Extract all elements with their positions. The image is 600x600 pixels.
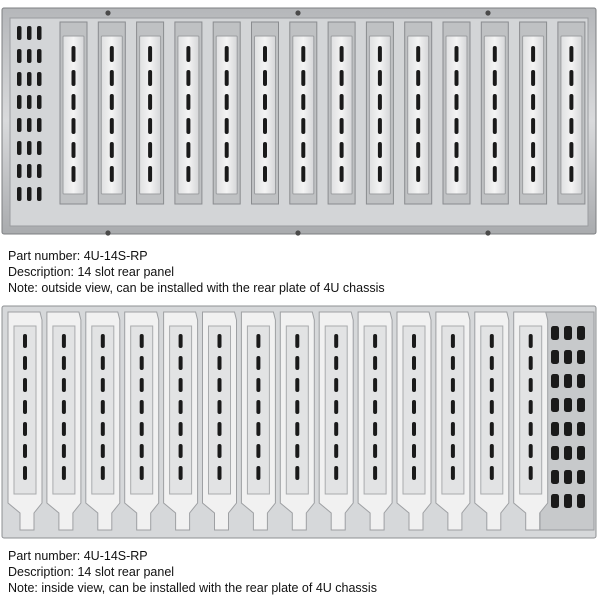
slot-vent-hole <box>531 166 535 182</box>
rear-panel-outside-illustration <box>0 0 600 240</box>
slot-vent-hole <box>493 166 497 182</box>
slot-vent-hole <box>531 94 535 110</box>
slot-vent-hole <box>412 466 416 480</box>
slot-vent-hole <box>416 94 420 110</box>
slot-vent-hole <box>412 356 416 370</box>
vent-hole <box>577 398 585 412</box>
slot-vent-hole <box>101 334 105 348</box>
slot-vent-hole <box>493 94 497 110</box>
slot-vent-hole <box>451 444 455 458</box>
slot-vent-hole <box>301 46 305 62</box>
slot-vent-hole <box>148 46 152 62</box>
vent-hole <box>577 422 585 436</box>
slot-vent-hole <box>529 334 533 348</box>
slot-vent-hole <box>301 70 305 86</box>
slot-vent-hole <box>378 142 382 158</box>
slot-vent-hole <box>72 46 76 62</box>
slot-vent-hole <box>148 118 152 134</box>
vent-hole <box>27 26 32 40</box>
slot-vent-hole <box>256 356 260 370</box>
outside-view-panel-photo <box>0 0 600 240</box>
slot-vent-hole <box>263 46 267 62</box>
slot-vent-hole <box>256 334 260 348</box>
slot-vent-hole <box>186 142 190 158</box>
slot-vent-hole <box>301 142 305 158</box>
slot-vent-hole <box>218 466 222 480</box>
slot-vent-hole <box>340 166 344 182</box>
slot-vent-hole <box>412 444 416 458</box>
slot-vent-hole <box>416 166 420 182</box>
slot-vent-hole <box>378 118 382 134</box>
slot-vent-hole <box>23 444 27 458</box>
slot-vent-hole <box>529 466 533 480</box>
slot-vent-hole <box>148 94 152 110</box>
slot-vent-hole <box>110 166 114 182</box>
slot-vent-hole <box>569 70 573 86</box>
slot-vent-hole <box>263 118 267 134</box>
slot-vent-hole <box>110 70 114 86</box>
slot-vent-hole <box>451 466 455 480</box>
slot-vent-hole <box>256 444 260 458</box>
slot-vent-hole <box>412 400 416 414</box>
slot-vent-hole <box>490 466 494 480</box>
slot-vent-hole <box>140 400 144 414</box>
slot-vent-hole <box>334 400 338 414</box>
slot-vent-hole <box>186 46 190 62</box>
slot-vent-hole <box>179 422 183 436</box>
slot-vent-hole <box>490 334 494 348</box>
rear-panel-inside-illustration <box>0 298 600 548</box>
slot-vent-hole <box>416 142 420 158</box>
vent-hole <box>37 95 42 109</box>
outside-view-caption <box>8 248 385 296</box>
vent-hole <box>551 398 559 412</box>
slot-vent-hole <box>455 166 459 182</box>
vent-hole <box>551 350 559 364</box>
slot-vent-hole <box>148 166 152 182</box>
vent-hole <box>17 118 22 132</box>
slot-vent-hole <box>531 118 535 134</box>
vent-hole <box>577 494 585 508</box>
vent-hole <box>37 26 42 40</box>
slot-vent-hole <box>531 46 535 62</box>
slot-vent-hole <box>263 142 267 158</box>
slot-vent-hole <box>531 70 535 86</box>
slot-vent-hole <box>340 142 344 158</box>
slot-vent-hole <box>72 94 76 110</box>
slot-vent-hole <box>301 118 305 134</box>
slot-vent-hole <box>72 166 76 182</box>
slot-vent-hole <box>416 70 420 86</box>
slot-vent-hole <box>529 378 533 392</box>
slot-vent-hole <box>334 334 338 348</box>
slot-vent-hole <box>529 422 533 436</box>
vent-hole <box>551 374 559 388</box>
slot-vent-hole <box>295 400 299 414</box>
slot-vent-hole <box>490 422 494 436</box>
slot-vent-hole <box>493 46 497 62</box>
slot-vent-hole <box>101 400 105 414</box>
description-text: Description: 14 slot rear panel <box>8 565 175 579</box>
slot-vent-hole <box>23 334 27 348</box>
slot-vent-hole <box>378 70 382 86</box>
slot-vent-hole <box>148 70 152 86</box>
screw <box>485 230 490 235</box>
slot-vent-hole <box>62 378 66 392</box>
slot-vent-hole <box>569 118 573 134</box>
vent-hole <box>27 187 32 201</box>
screw <box>485 10 490 15</box>
slot-vent-hole <box>72 70 76 86</box>
slot-vent-hole <box>218 400 222 414</box>
slot-vent-hole <box>110 142 114 158</box>
slot-vent-hole <box>179 378 183 392</box>
vent-hole <box>551 422 559 436</box>
slot-vent-hole <box>378 46 382 62</box>
slot-vent-hole <box>416 46 420 62</box>
slot-vent-hole <box>218 334 222 348</box>
vent-hole <box>37 164 42 178</box>
slot-vent-hole <box>256 378 260 392</box>
slot-vent-hole <box>455 46 459 62</box>
slot-vent-hole <box>569 94 573 110</box>
vent-hole <box>551 446 559 460</box>
slot-vent-hole <box>569 46 573 62</box>
slot-vent-hole <box>529 356 533 370</box>
vent-hole <box>17 95 22 109</box>
slot-vent-hole <box>451 422 455 436</box>
inside-view-panel-photo <box>0 298 600 548</box>
slot-vent-hole <box>140 334 144 348</box>
slot-vent-hole <box>451 400 455 414</box>
slot-vent-hole <box>62 444 66 458</box>
vent-hole <box>17 187 22 201</box>
slot-vent-hole <box>455 94 459 110</box>
slot-vent-hole <box>334 422 338 436</box>
slot-vent-hole <box>186 70 190 86</box>
slot-vent-hole <box>218 378 222 392</box>
vent-hole <box>577 470 585 484</box>
note-text: Note: inside view, can be installed with the rear plate of 4U chassis <box>8 581 377 595</box>
slot-vent-hole <box>334 466 338 480</box>
slot-vent-hole <box>225 118 229 134</box>
vent-hole <box>551 326 559 340</box>
vent-hole <box>551 470 559 484</box>
slot-vent-hole <box>218 422 222 436</box>
slot-vent-hole <box>23 356 27 370</box>
slot-vent-hole <box>340 46 344 62</box>
slot-vent-hole <box>101 466 105 480</box>
slot-vent-hole <box>62 400 66 414</box>
slot-vent-hole <box>451 334 455 348</box>
slot-vent-hole <box>101 378 105 392</box>
slot-vent-hole <box>225 94 229 110</box>
slot-vent-hole <box>101 444 105 458</box>
slot-vent-hole <box>373 356 377 370</box>
slot-vent-hole <box>110 118 114 134</box>
slot-vent-hole <box>140 444 144 458</box>
vent-hole <box>577 374 585 388</box>
slot-vent-hole <box>218 444 222 458</box>
vent-hole <box>564 350 572 364</box>
vent-hole <box>17 26 22 40</box>
slot-vent-hole <box>263 70 267 86</box>
slot-vent-hole <box>295 334 299 348</box>
slot-vent-hole <box>301 94 305 110</box>
slot-vent-hole <box>451 378 455 392</box>
slot-vent-hole <box>569 142 573 158</box>
slot-vent-hole <box>340 70 344 86</box>
slot-vent-hole <box>23 422 27 436</box>
screw <box>295 230 300 235</box>
slot-vent-hole <box>378 94 382 110</box>
vent-hole <box>17 49 22 63</box>
vent-hole <box>27 118 32 132</box>
vent-hole <box>564 446 572 460</box>
vent-hole <box>564 374 572 388</box>
slot-vent-hole <box>186 166 190 182</box>
slot-vent-hole <box>529 400 533 414</box>
slot-vent-hole <box>179 356 183 370</box>
slot-vent-hole <box>23 466 27 480</box>
slot-vent-hole <box>490 400 494 414</box>
vent-hole <box>17 141 22 155</box>
slot-vent-hole <box>225 46 229 62</box>
slot-vent-hole <box>263 166 267 182</box>
slot-vent-hole <box>490 378 494 392</box>
slot-vent-hole <box>62 334 66 348</box>
description-text: Description: 14 slot rear panel <box>8 265 175 279</box>
slot-vent-hole <box>373 378 377 392</box>
vent-hole <box>551 494 559 508</box>
slot-vent-hole <box>179 466 183 480</box>
slot-vent-hole <box>140 378 144 392</box>
slot-vent-hole <box>218 356 222 370</box>
slot-vent-hole <box>140 356 144 370</box>
slot-vent-hole <box>23 378 27 392</box>
part-number-text: Part number: 4U-14S-RP <box>8 249 148 263</box>
slot-vent-hole <box>62 356 66 370</box>
vent-hole <box>27 95 32 109</box>
slot-vent-hole <box>72 118 76 134</box>
slot-vent-hole <box>373 466 377 480</box>
slot-vent-hole <box>186 118 190 134</box>
slot-vent-hole <box>412 422 416 436</box>
slot-vent-hole <box>101 422 105 436</box>
slot-vent-hole <box>569 166 573 182</box>
slot-vent-hole <box>256 422 260 436</box>
slot-vent-hole <box>256 466 260 480</box>
vent-hole <box>27 141 32 155</box>
slot-vent-hole <box>179 400 183 414</box>
vent-hole <box>564 494 572 508</box>
vent-hole <box>564 326 572 340</box>
slot-vent-hole <box>179 334 183 348</box>
slot-vent-hole <box>263 94 267 110</box>
slot-vent-hole <box>225 70 229 86</box>
slot-vent-hole <box>340 118 344 134</box>
slot-vent-hole <box>62 466 66 480</box>
vent-hole <box>17 164 22 178</box>
vent-hole <box>37 118 42 132</box>
slot-vent-hole <box>72 142 76 158</box>
vent-hole <box>564 398 572 412</box>
vent-hole <box>37 49 42 63</box>
slot-vent-hole <box>490 444 494 458</box>
vent-hole <box>577 350 585 364</box>
slot-vent-hole <box>295 378 299 392</box>
slot-vent-hole <box>334 378 338 392</box>
slot-vent-hole <box>334 356 338 370</box>
slot-vent-hole <box>531 142 535 158</box>
slot-vent-hole <box>295 356 299 370</box>
slot-vent-hole <box>373 422 377 436</box>
screw <box>295 10 300 15</box>
slot-vent-hole <box>62 422 66 436</box>
slot-vent-hole <box>493 142 497 158</box>
vent-hole <box>37 72 42 86</box>
slot-vent-hole <box>23 400 27 414</box>
vent-hole <box>27 49 32 63</box>
vent-hole <box>37 187 42 201</box>
slot-vent-hole <box>373 400 377 414</box>
screw <box>105 230 110 235</box>
slot-vent-hole <box>373 444 377 458</box>
slot-vent-hole <box>373 334 377 348</box>
slot-vent-hole <box>493 118 497 134</box>
slot-vent-hole <box>334 444 338 458</box>
slot-vent-hole <box>256 400 260 414</box>
slot-vent-hole <box>416 118 420 134</box>
vent-hole <box>577 326 585 340</box>
screw <box>105 10 110 15</box>
vent-hole <box>17 72 22 86</box>
slot-vent-hole <box>412 378 416 392</box>
slot-vent-hole <box>101 356 105 370</box>
slot-vent-hole <box>110 46 114 62</box>
vent-hole <box>564 422 572 436</box>
slot-vent-hole <box>295 466 299 480</box>
vent-hole <box>564 470 572 484</box>
note-text: Note: outside view, can be installed with the rear plate of 4U chassis <box>8 281 385 295</box>
slot-vent-hole <box>455 142 459 158</box>
slot-vent-hole <box>529 444 533 458</box>
slot-vent-hole <box>225 142 229 158</box>
slot-vent-hole <box>186 94 190 110</box>
vent-hole <box>577 446 585 460</box>
slot-vent-hole <box>295 422 299 436</box>
vent-hole <box>27 72 32 86</box>
slot-vent-hole <box>140 422 144 436</box>
slot-vent-hole <box>140 466 144 480</box>
slot-vent-hole <box>412 334 416 348</box>
inside-view-caption <box>8 548 377 596</box>
slot-vent-hole <box>455 118 459 134</box>
slot-vent-hole <box>110 94 114 110</box>
slot-vent-hole <box>225 166 229 182</box>
slot-vent-hole <box>301 166 305 182</box>
slot-vent-hole <box>493 70 497 86</box>
slot-vent-hole <box>490 356 494 370</box>
slot-vent-hole <box>340 94 344 110</box>
slot-vent-hole <box>455 70 459 86</box>
slot-vent-hole <box>451 356 455 370</box>
vent-hole <box>37 141 42 155</box>
part-number-text: Part number: 4U-14S-RP <box>8 549 148 563</box>
slot-vent-hole <box>148 142 152 158</box>
slot-vent-hole <box>295 444 299 458</box>
vent-hole <box>27 164 32 178</box>
slot-vent-hole <box>378 166 382 182</box>
slot-vent-hole <box>179 444 183 458</box>
